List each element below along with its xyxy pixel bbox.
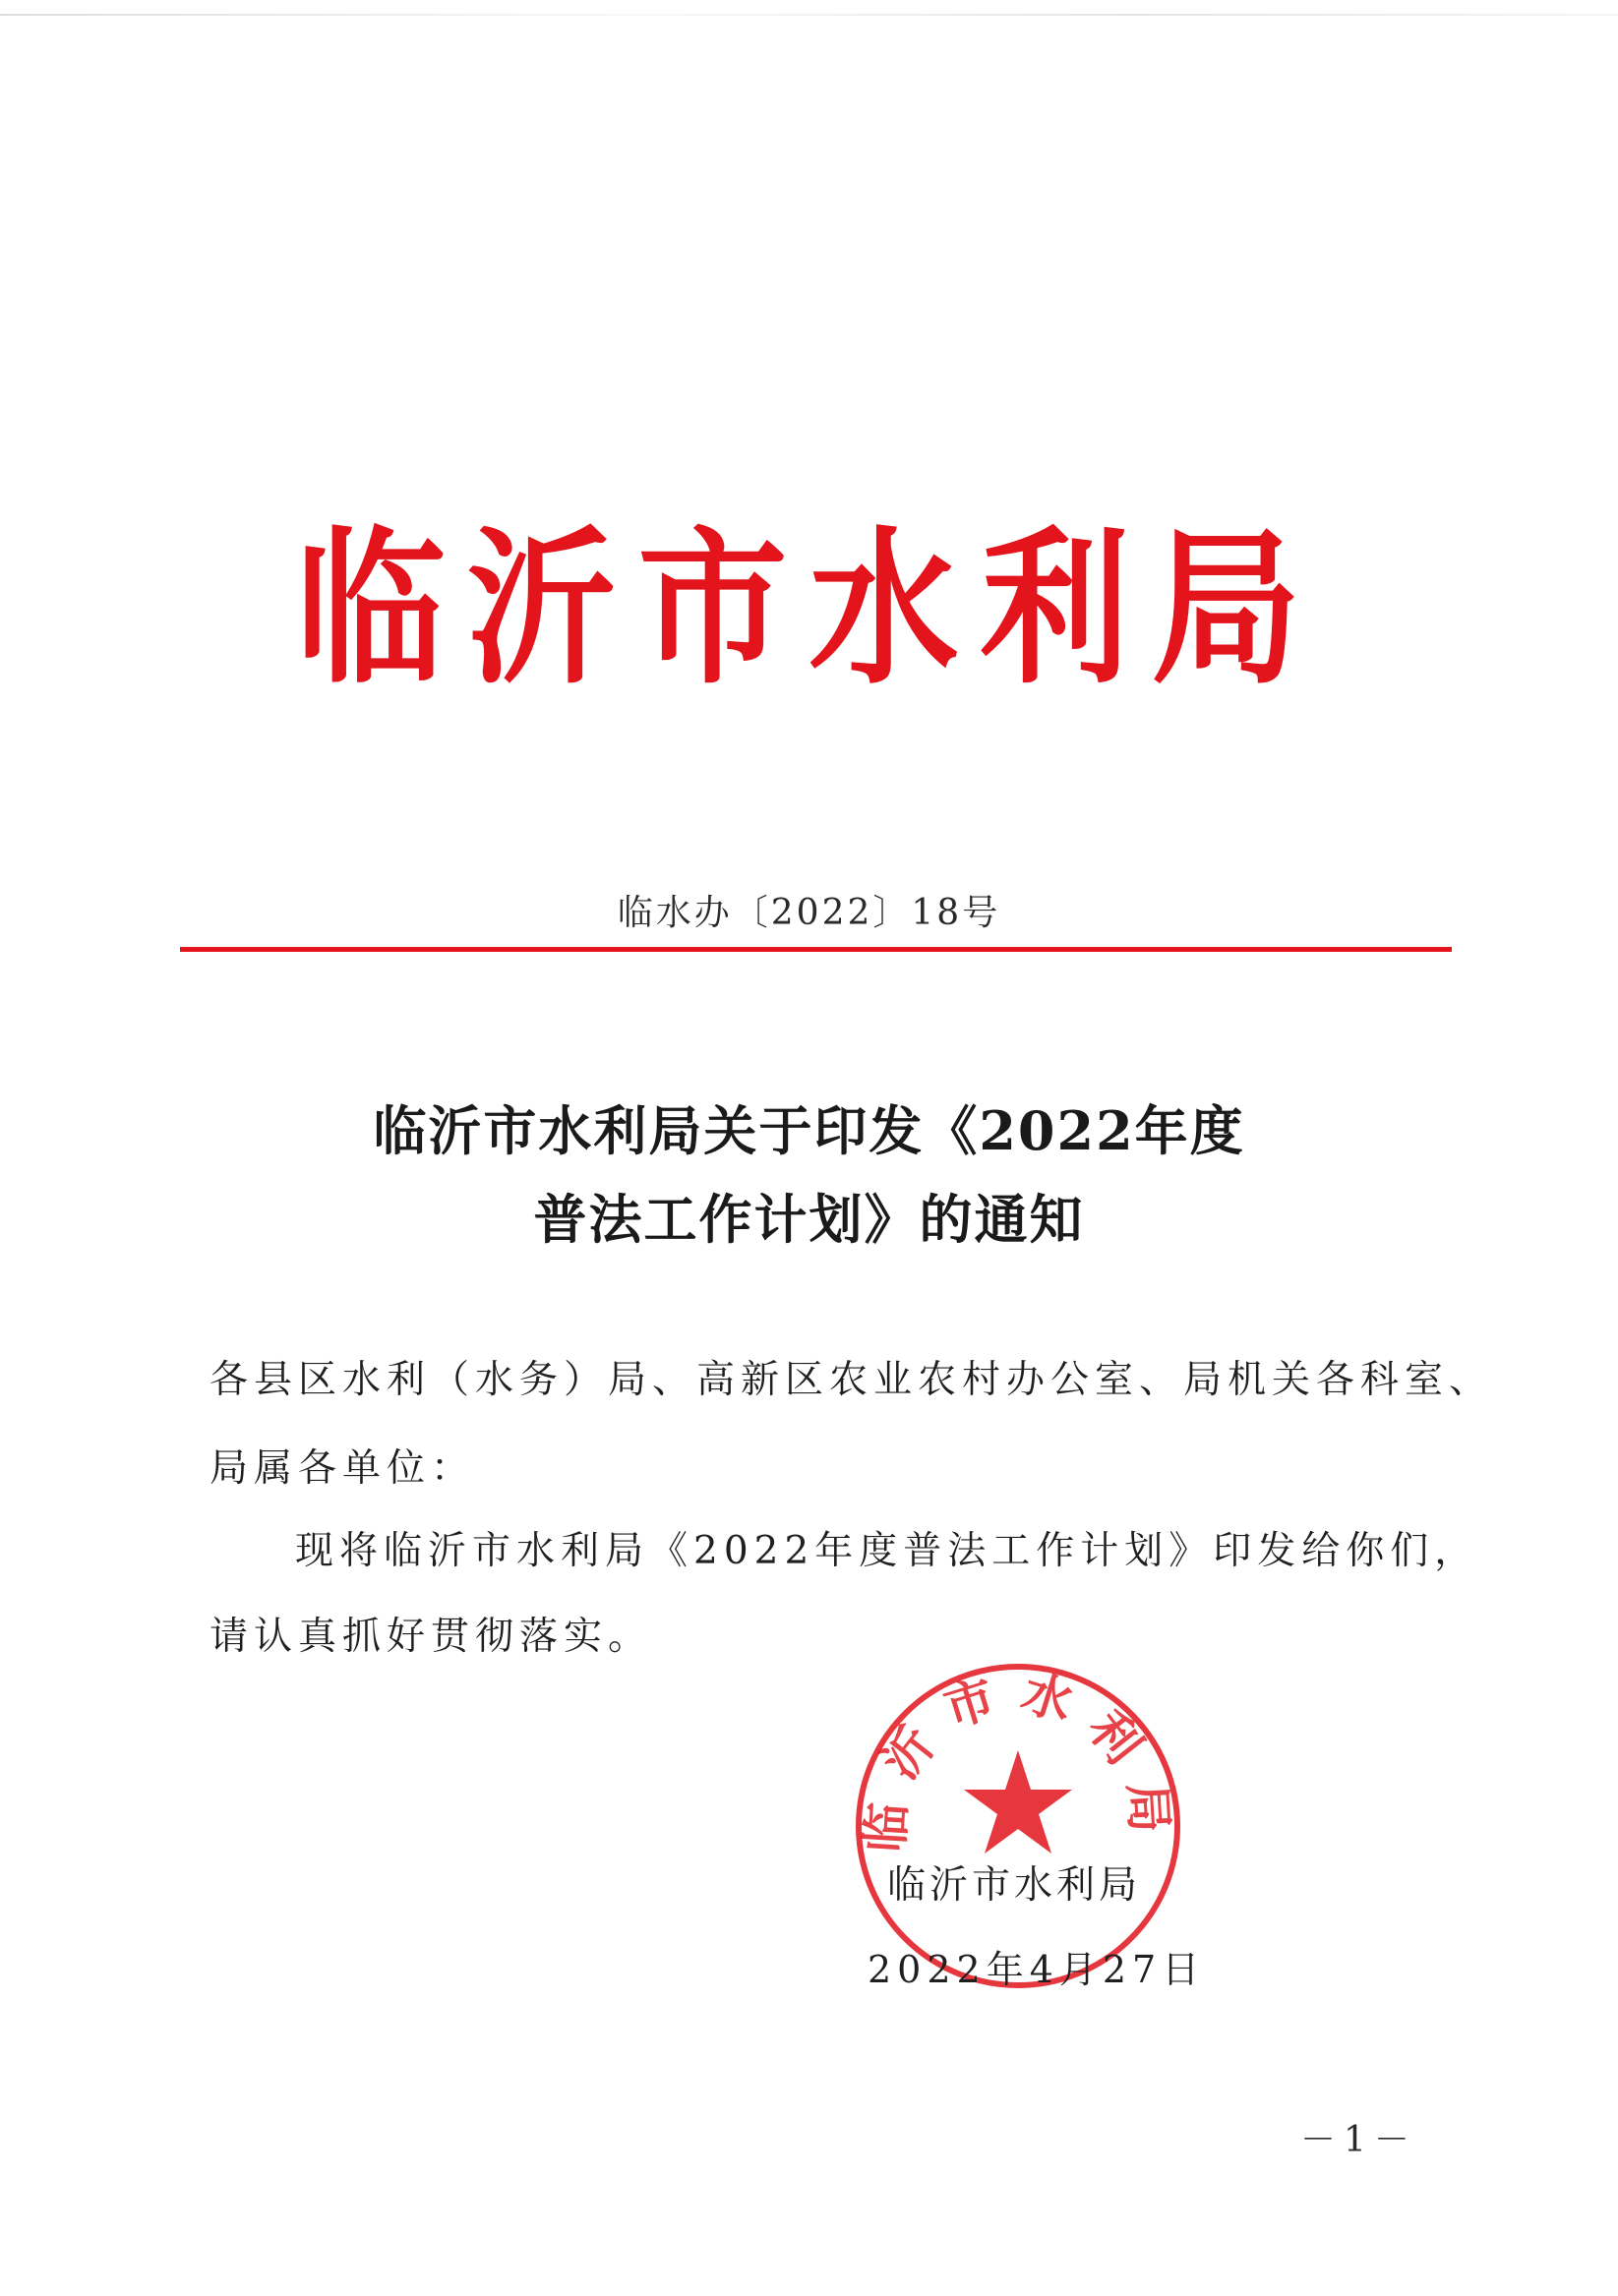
seal-text: 临沂市水利局	[857, 1663, 1179, 1854]
scan-edge-line	[0, 14, 1618, 16]
signature-date: 2022年4月27日	[868, 1948, 1206, 1991]
document-title-line-2: 普法工作计划》的通知	[533, 1188, 1085, 1251]
document-number: 临水办〔2022〕18号	[617, 893, 1001, 933]
signature-organization: 临沂市水利局	[887, 1863, 1142, 1908]
page-number: －1－	[1300, 2120, 1417, 2160]
addressee-line-1: 各县区水利（水务）局、高新区农业农村办公室、局机关各科室、	[210, 1358, 1494, 1402]
document-title-line-1: 临沂市水利局关于印发《2022年度	[373, 1099, 1245, 1162]
letterhead-title: 临沂市水利局	[295, 511, 1323, 707]
addressee-line-2: 局属各单位：	[210, 1446, 476, 1491]
red-divider	[180, 947, 1452, 952]
body-paragraph-line-2: 请认真抓好贯彻落实。	[210, 1615, 653, 1659]
body-paragraph-line-1: 现将临沂市水利局《2022年度普法工作计划》印发给你们，	[295, 1529, 1479, 1573]
star-icon	[964, 1750, 1072, 1854]
